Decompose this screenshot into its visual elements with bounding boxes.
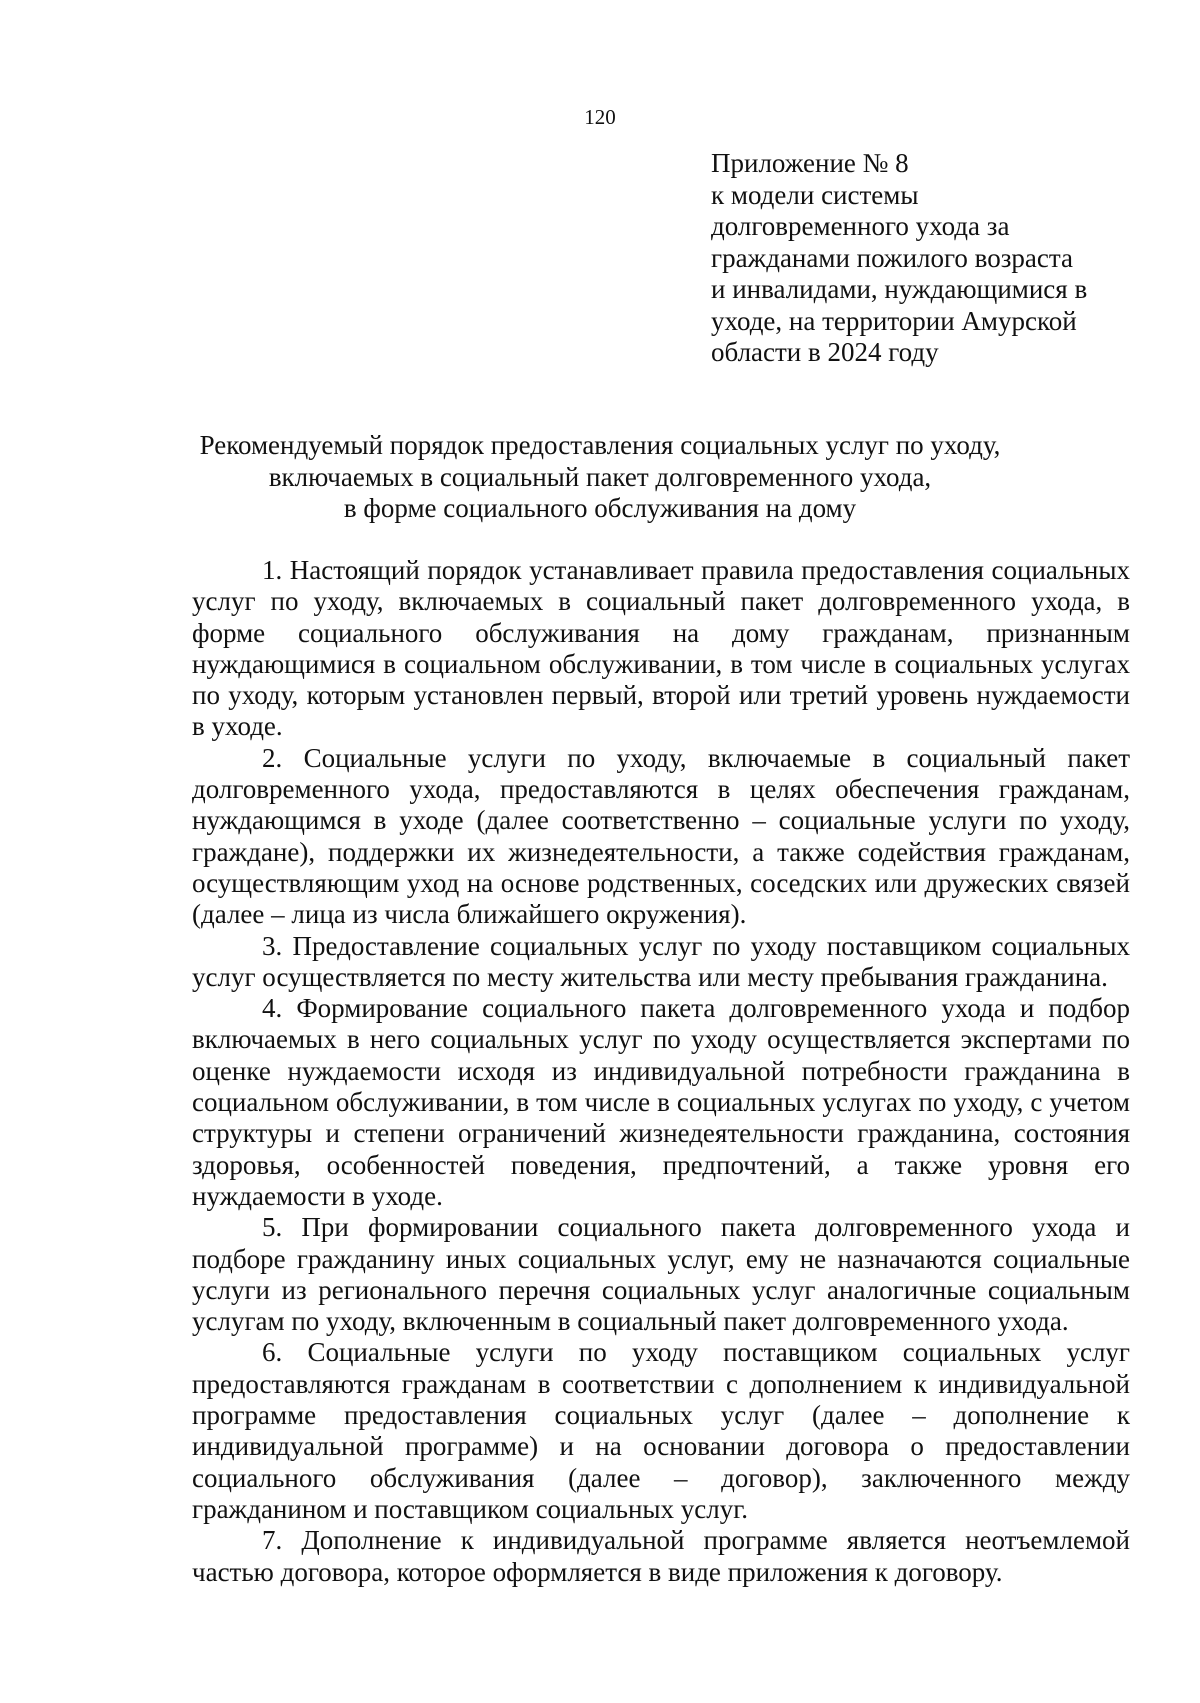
paragraph-3: 3. Предоставление социальных услуг по уходу поставщиком социальных услуг осуществляется по месту жительства или месту пребывания гражданина. xyxy=(192,930,1130,992)
page-number: 120 xyxy=(584,105,616,129)
appendix-line: гражданами пожилого возраста xyxy=(711,242,1073,273)
appendix-line: к модели системы xyxy=(711,179,919,210)
appendix-line: Приложение № 8 xyxy=(711,148,909,178)
title-line: включаемых в социальный пакет долговременного ухода, xyxy=(268,461,932,492)
paragraph-5: 5. При формировании социального пакета долговременного ухода и подборе гражданину иных социальных услуг, ему не назначаются социальные услуги из регионального перечня социальных услуг аналогичные социальным услугам по уходу, включенным в социальный пакет долговременного ухода. xyxy=(192,1212,1130,1337)
appendix-line: и инвалидами, нуждающимися в xyxy=(711,274,1088,304)
paragraph-7: 7. Дополнение к индивидуальной программе является неотъемлемой частью договора, которое оформляется в виде приложения к договору. xyxy=(192,1525,1130,1587)
document-body xyxy=(192,555,1130,1588)
title-line: в форме социального обслуживания на дому xyxy=(343,493,857,523)
paragraph-1: 1. Настоящий порядок устанавливает правила предоставления социальных услуг по уходу, включаемых в социальный пакет долговременного ухода, в форме социального обслуживания на дому гражданам, признанным нуждающимися в социальном обслуживании, в том числе в социальных услугах по уходу, которым установлен первый, второй или третий уровень нуждаемости в уходе. xyxy=(192,555,1130,742)
paragraph-4: 4. Формирование социального пакета долговременного ухода и подбор включаемых в него социальных услуг по уходу осуществляется экспертами по оценке нуждаемости исходя из индивидуальной потребности гражданина в социальном обслуживании, в том числе в социальных услугах по уходу, с учетом структуры и степени ограничений жизнедеятельности гражданина, состояния здоровья, особенностей поведения, предпочтений, а также уровня его нуждаемости в уходе. xyxy=(192,993,1130,1211)
appendix-line: долговременного ухода за xyxy=(711,211,1010,241)
paragraph-2: 2. Социальные услуги по уходу, включаемые в социальный пакет долговременного ухода, предоставляются в целях обеспечения гражданам, нуждающимся в уходе (далее соответственно – социальные услуги по уходу, граждане), поддержки их жизнедеятельности, а также содействия гражданам, осуществляющим уход на основе родственных, соседских или дружеских связей (далее – лица из числа ближайшего окружения). xyxy=(192,742,1130,930)
appendix-line: области в 2024 году xyxy=(711,337,939,367)
appendix-header xyxy=(711,148,1131,369)
title-line: Рекомендуемый порядок предоставления социальных услуг по уходу, xyxy=(199,430,1001,460)
appendix-line: уходе, на территории Амурской xyxy=(711,305,1077,336)
document-title xyxy=(150,430,1050,525)
paragraph-6: 6. Социальные услуги по уходу поставщиком социальных услуг предоставляются гражданам в соответствии с дополнением к индивидуальной программе предоставления социальных услуг (далее – дополнение к индивидуальной программе) и на основании договора о предоставлении социального обслуживания (далее – договор), заключенного между гражданином и поставщиком социальных услуг. xyxy=(192,1337,1130,1524)
